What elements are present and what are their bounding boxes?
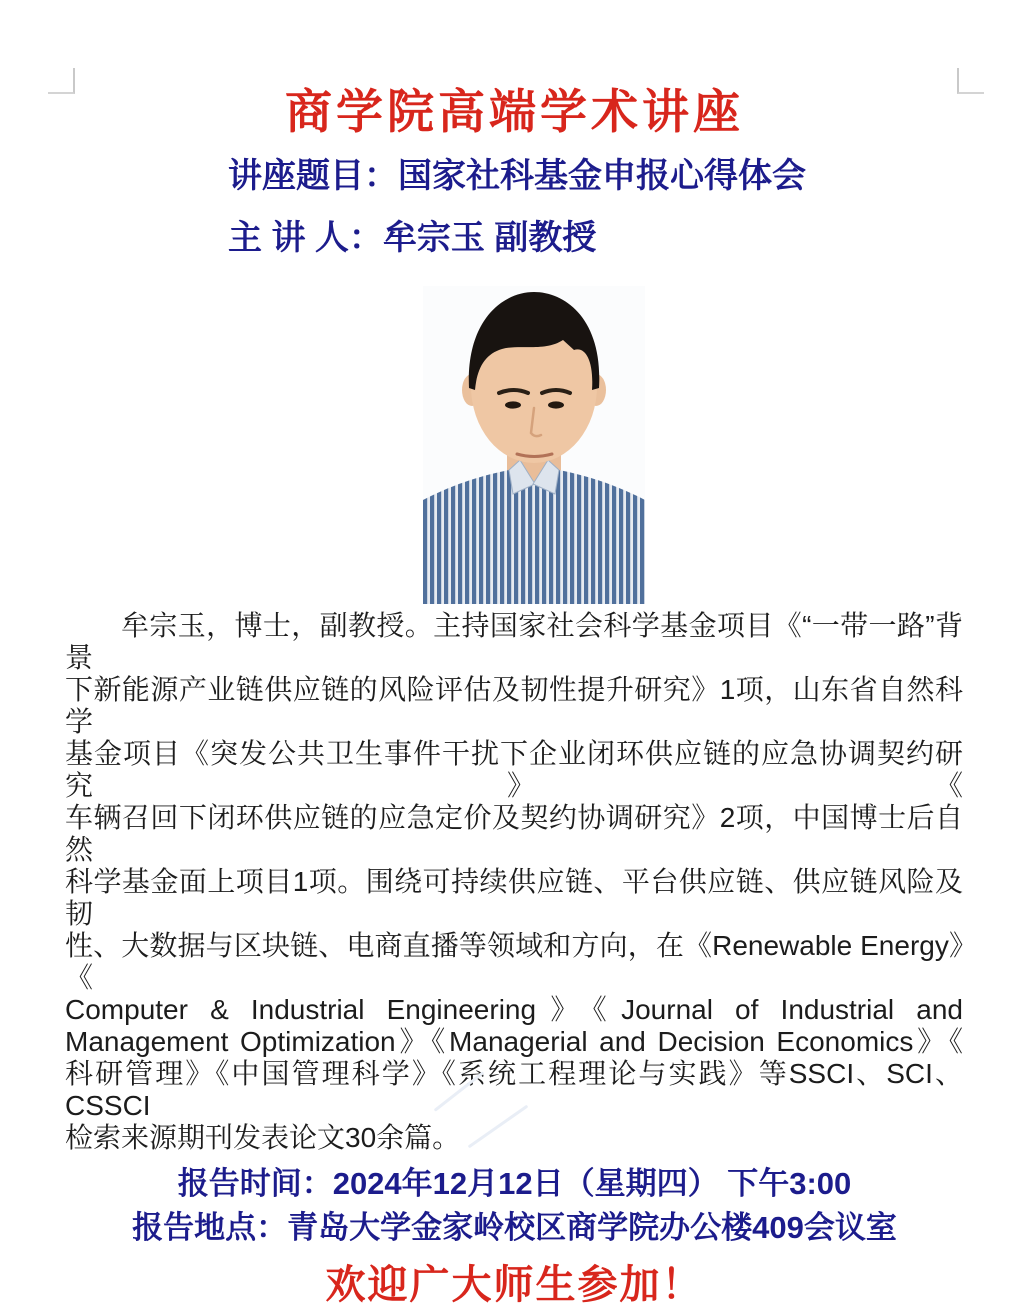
bio-line: 科学基金面上项目1项。围绕可持续供应链、平台供应链、供应链风险及韧 xyxy=(65,866,963,929)
lecture-title-line: 讲座题目：国家社科基金申报心得体会 xyxy=(228,157,806,195)
bio-line: Computer & Industrial Engineering》《Journal of Industrial and xyxy=(65,994,963,1025)
bio-line: 牟宗玉，博士，副教授。主持国家社会科学基金项目《“一带一路”背景 xyxy=(65,610,963,673)
bio-line: 检索来源期刊发表论文30余篇。 xyxy=(65,1122,461,1153)
report-location-line: 报告地点：青岛大学金家岭校区商学院办公楼409会议室 xyxy=(132,1210,897,1245)
scan-corner-mark-right xyxy=(957,68,984,94)
bio-line: 性、大数据与区块链、电商直播等领域和方向，在《Renewable Energy》《 xyxy=(65,930,963,993)
bio-line: 下新能源产业链供应链的风险评估及韧性提升研究》1项，山东省自然科学 xyxy=(65,674,963,737)
bio-line: 科研管理》《中国管理科学》《系统工程理论与实践》等SSCI、SCI、CSSCI xyxy=(65,1058,963,1121)
report-time-line: 报告时间：2024年12月12日（星期四） 下午3:00 xyxy=(177,1166,852,1201)
welcome-message: 欢迎广大师生参加！ xyxy=(325,1263,704,1307)
speaker-photo xyxy=(423,286,645,604)
scan-corner-mark-left xyxy=(48,68,75,94)
bio-line: 基金项目《突发公共卫生事件干扰下企业闭环供应链的应急协调契约研究》《 xyxy=(65,738,963,801)
bio-paragraph xyxy=(65,610,963,1154)
speaker-line: 主 讲 人：牟宗玉 副教授 xyxy=(228,219,597,257)
poster-title: 商学院高端学术讲座 xyxy=(285,85,744,138)
bio-line: 车辆召回下闭环供应链的应急定价及契约协调研究》2项，中国博士后自然 xyxy=(65,802,963,865)
bio-line: Management Optimization》《Managerial and Decision Economics》《 xyxy=(65,1026,963,1057)
